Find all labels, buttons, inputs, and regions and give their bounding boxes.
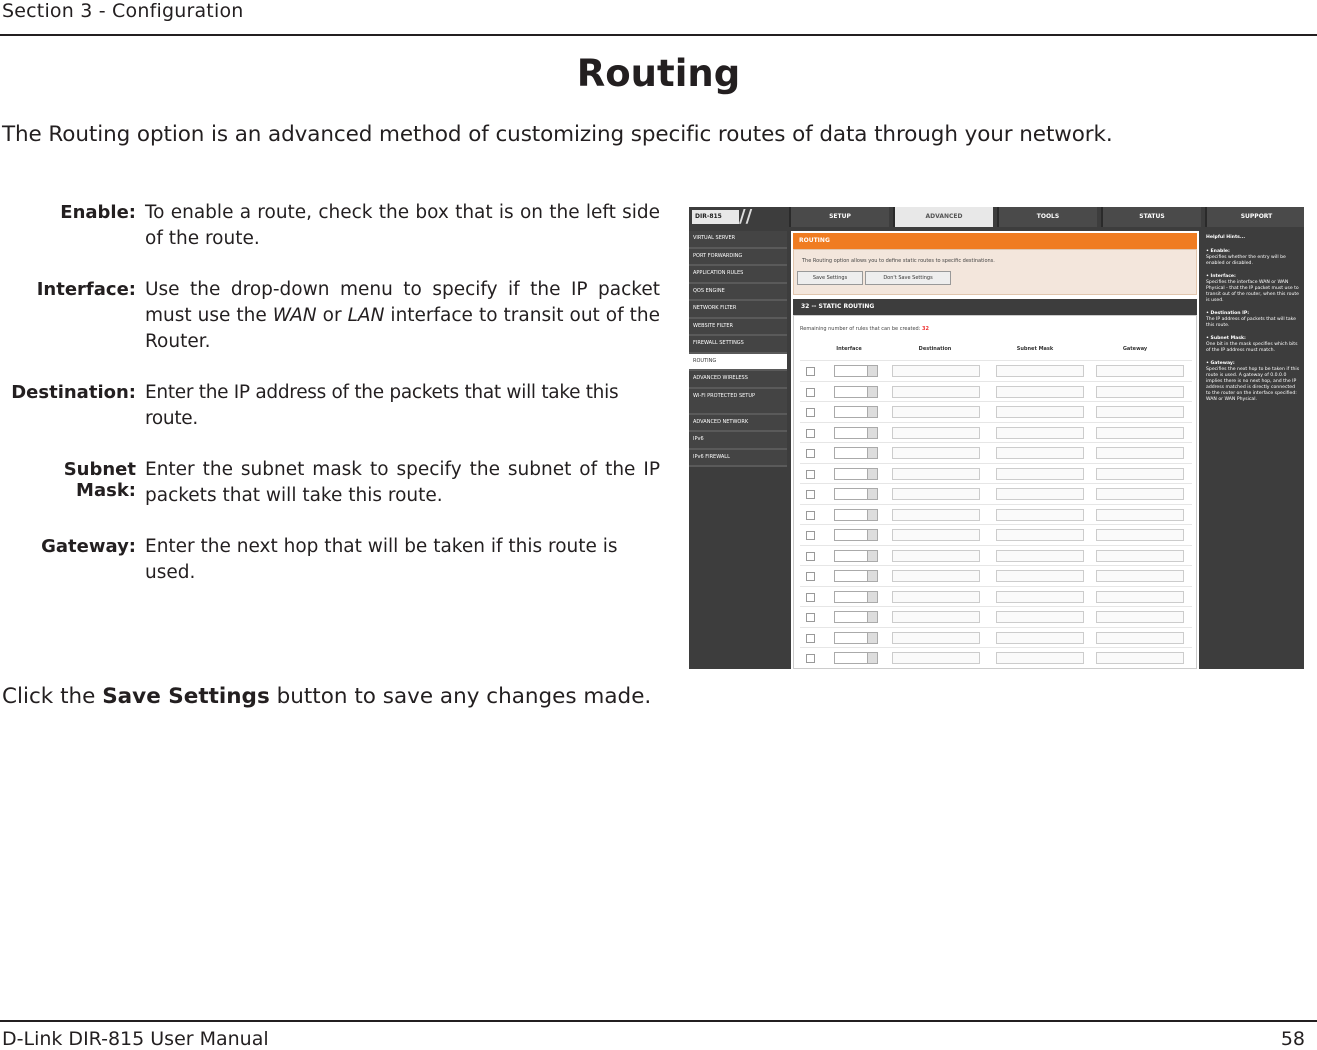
remaining-rules: Remaining number of rules that can be created: 32: [800, 326, 929, 332]
footer-rule: [0, 1020, 1317, 1022]
definition-gateway: [0, 534, 665, 586]
gateway-input[interactable]: [1096, 611, 1184, 623]
page-number: 58: [1280, 1028, 1305, 1050]
gateway-input[interactable]: [1096, 365, 1184, 377]
enable-checkbox[interactable]: [806, 408, 815, 417]
page-title: Routing: [576, 52, 741, 95]
interface-dropdown[interactable]: [834, 468, 878, 480]
term-gateway: Gateway:: [41, 536, 136, 557]
tab-support[interactable]: SUPPORT: [1205, 207, 1304, 227]
sidebar-item[interactable]: APPLICATION RULES: [689, 266, 787, 284]
tab-tools[interactable]: TOOLS: [997, 207, 1097, 227]
intro-text: The Routing option is an advanced method of customizing specific routes of data through your network.: [2, 122, 1113, 147]
routing-screenshot: [689, 207, 1304, 669]
enable-checkbox[interactable]: [806, 552, 815, 561]
enable-checkbox[interactable]: [806, 531, 815, 540]
destination-input[interactable]: [892, 488, 980, 500]
help-desc: The IP address of packets that will take this route.: [1206, 317, 1296, 328]
subnet-mask-input[interactable]: [996, 488, 1084, 500]
col-interface: Interface: [836, 346, 862, 352]
static-routing-header: 32 -- STATIC ROUTING: [793, 299, 1197, 315]
enable-checkbox[interactable]: [806, 613, 815, 622]
help-title: Helpful Hints...: [1206, 235, 1246, 240]
desc-destination: Enter the IP address of the packets that will take this route.: [145, 382, 619, 429]
help-desc: Specifies whether the entry will be enabled or disabled.: [1206, 255, 1286, 266]
interface-dropdown[interactable]: [834, 529, 878, 541]
tab-advanced[interactable]: ADVANCED: [893, 207, 993, 227]
enable-checkbox[interactable]: [806, 367, 815, 376]
enable-checkbox[interactable]: [806, 511, 815, 520]
table-row: [800, 381, 1192, 401]
gateway-input[interactable]: [1096, 652, 1184, 664]
sidebar-item[interactable]: PORT FORWARDING: [689, 249, 787, 267]
interface-dropdown[interactable]: [834, 632, 878, 644]
helpful-hints-panel: [1203, 231, 1304, 669]
sidebar-item[interactable]: WEBSITE FILTER: [689, 319, 787, 337]
gateway-input[interactable]: [1096, 509, 1184, 521]
wan-label: WAN: [272, 305, 317, 326]
destination-input[interactable]: [892, 365, 980, 377]
interface-dropdown[interactable]: [834, 611, 878, 623]
dont-save-settings-button[interactable]: Don't Save Settings: [865, 271, 951, 285]
sidebar-item[interactable]: ADVANCED WIRELESS: [689, 371, 787, 389]
save-settings-button[interactable]: Save Settings: [797, 271, 863, 285]
sidebar-item[interactable]: ADVANCED NETWORK: [689, 415, 787, 433]
gateway-input[interactable]: [1096, 550, 1184, 562]
table-row: [800, 606, 1192, 626]
help-desc: Specifies the interface WAN or WAN Physical - that the IP packet must use to transit out of the router, when this route is used.: [1206, 280, 1300, 303]
sidebar-item[interactable]: QOS ENGINE: [689, 284, 787, 302]
destination-input[interactable]: [892, 591, 980, 603]
enable-checkbox[interactable]: [806, 470, 815, 479]
subnet-mask-input[interactable]: [996, 632, 1084, 644]
destination-input[interactable]: [892, 570, 980, 582]
header-rule: [0, 34, 1317, 36]
subnet-mask-input[interactable]: [996, 468, 1084, 480]
definition-list: [0, 200, 665, 583]
help-desc: Specifies the next hop to be taken if this route is used. A gateway of 0.0.0.0 implies there is no next hop, and the IP address matched is directly connected to the router on the interface specified: WAN or WAN Physical.: [1206, 367, 1300, 402]
destination-input[interactable]: [892, 468, 980, 480]
destination-input[interactable]: [892, 550, 980, 562]
lan-label: LAN: [347, 305, 385, 326]
term-enable: Enable:: [60, 202, 136, 223]
enable-checkbox[interactable]: [806, 593, 815, 602]
definition-destination: [0, 380, 665, 432]
interface-dropdown[interactable]: [834, 488, 878, 500]
sidebar-item[interactable]: VIRTUAL SERVER: [689, 231, 787, 249]
desc-gateway: Enter the next hop that will be taken if this route is used.: [145, 536, 618, 583]
subnet-mask-input[interactable]: [996, 611, 1084, 623]
remaining-count: 32: [922, 326, 929, 332]
table-row: [800, 504, 1192, 524]
destination-input[interactable]: [892, 386, 980, 398]
subnet-mask-input[interactable]: [996, 365, 1084, 377]
tab-status[interactable]: STATUS: [1101, 207, 1201, 227]
term-subnet-mask: Subnet Mask:: [63, 459, 136, 501]
gateway-input[interactable]: [1096, 529, 1184, 541]
interface-dropdown[interactable]: [834, 570, 878, 582]
term-interface: Interface:: [36, 279, 136, 300]
help-term: • Interface:: [1206, 274, 1236, 279]
subnet-mask-input[interactable]: [996, 529, 1084, 541]
destination-input[interactable]: [892, 632, 980, 644]
table-row: [800, 422, 1192, 442]
destination-input[interactable]: [892, 427, 980, 439]
definition-interface: [0, 277, 665, 355]
table-row: [800, 524, 1192, 544]
destination-input[interactable]: [892, 406, 980, 418]
table-row: [800, 586, 1192, 606]
desc-subnet-mask: Enter the subnet mask to specify the subnet of the IP packets that will take this route.: [145, 459, 660, 506]
interface-dropdown[interactable]: [834, 386, 878, 398]
table-row: [800, 627, 1192, 647]
sidebar-item[interactable]: FIREWALL SETTINGS: [689, 336, 787, 354]
interface-dropdown[interactable]: [834, 550, 878, 562]
save-note: Click the Save Settings button to save any changes made.: [2, 684, 652, 709]
enable-checkbox[interactable]: [806, 654, 815, 663]
subnet-mask-input[interactable]: [996, 591, 1084, 603]
enable-checkbox[interactable]: [806, 388, 815, 397]
screenshot-sidebar: [689, 231, 787, 669]
gateway-input[interactable]: [1096, 386, 1184, 398]
table-row: [800, 401, 1192, 421]
interface-dropdown[interactable]: [834, 652, 878, 664]
table-row: [800, 565, 1192, 585]
sidebar-item[interactable]: IPv6 FIREWALL: [689, 450, 787, 468]
destination-input[interactable]: [892, 611, 980, 623]
destination-input[interactable]: [892, 529, 980, 541]
enable-checkbox[interactable]: [806, 572, 815, 581]
table-row: [800, 463, 1192, 483]
routing-description: The Routing option allows you to define static routes to specific destinations.: [802, 258, 995, 264]
enable-checkbox[interactable]: [806, 449, 815, 458]
interface-dropdown[interactable]: [834, 406, 878, 418]
sidebar-item[interactable]: NETWORK FILTER: [689, 301, 787, 319]
subnet-mask-input[interactable]: [996, 406, 1084, 418]
gateway-input[interactable]: [1096, 591, 1184, 603]
gateway-input[interactable]: [1096, 488, 1184, 500]
gateway-input[interactable]: [1096, 468, 1184, 480]
footer-manual-title: D-Link DIR-815 User Manual: [2, 1028, 269, 1050]
subnet-mask-input[interactable]: [996, 386, 1084, 398]
table-row: [800, 483, 1192, 503]
gateway-input[interactable]: [1096, 632, 1184, 644]
desc-enable: To enable a route, check the box that is on the left side of the route.: [145, 202, 660, 249]
help-term: • Destination IP:: [1206, 311, 1250, 316]
destination-input[interactable]: [892, 509, 980, 521]
table-row: [800, 360, 1192, 380]
sidebar-item[interactable]: WI-FI PROTECTED SETUP: [689, 389, 787, 415]
term-destination: Destination:: [11, 382, 136, 403]
destination-input[interactable]: [892, 652, 980, 664]
interface-dropdown[interactable]: [834, 365, 878, 377]
subnet-mask-input[interactable]: [996, 570, 1084, 582]
interface-dropdown[interactable]: [834, 427, 878, 439]
table-row: [800, 545, 1192, 565]
enable-checkbox[interactable]: [806, 634, 815, 643]
col-destination: Destination: [918, 346, 952, 352]
subnet-mask-input[interactable]: [996, 550, 1084, 562]
section-header: Section 3 - Configuration: [2, 0, 244, 22]
tab-setup[interactable]: SETUP: [789, 207, 889, 227]
screenshot-main: [791, 231, 1199, 669]
sidebar-item-routing[interactable]: ROUTING: [689, 354, 787, 372]
screenshot-topbar: [689, 207, 1304, 229]
dlink-logo: DIR-815: [692, 210, 739, 224]
definition-subnet-mask: [0, 457, 665, 509]
table-row: [800, 647, 1192, 667]
sidebar-item[interactable]: IPv6: [689, 432, 787, 450]
logo-slash-icon: //: [739, 207, 753, 227]
subnet-mask-input[interactable]: [996, 652, 1084, 664]
definition-enable: [0, 200, 665, 252]
subnet-mask-input[interactable]: [996, 427, 1084, 439]
help-term: • Gateway:: [1206, 361, 1235, 366]
enable-checkbox[interactable]: [806, 490, 815, 499]
save-settings-label: Save Settings: [102, 684, 270, 709]
gateway-input[interactable]: [1096, 427, 1184, 439]
table-row: [800, 442, 1192, 462]
help-desc: One bit in the mask specifies which bits of the IP address must match.: [1206, 342, 1298, 353]
col-gateway: Gateway: [1122, 346, 1148, 352]
static-routing-table: [793, 315, 1197, 669]
enable-checkbox[interactable]: [806, 429, 815, 438]
col-subnet-mask: Subnet Mask: [1016, 346, 1054, 352]
gateway-input[interactable]: [1096, 447, 1184, 459]
destination-input[interactable]: [892, 447, 980, 459]
gateway-input[interactable]: [1096, 406, 1184, 418]
help-term: • Enable:: [1206, 249, 1230, 254]
help-term: • Subnet Mask:: [1206, 336, 1246, 341]
subnet-mask-input[interactable]: [996, 509, 1084, 521]
interface-dropdown[interactable]: [834, 509, 878, 521]
gateway-input[interactable]: [1096, 570, 1184, 582]
interface-dropdown[interactable]: [834, 591, 878, 603]
subnet-mask-input[interactable]: [996, 447, 1084, 459]
routing-banner: ROUTING: [793, 233, 1197, 249]
desc-interface: Use the drop-down menu to specify if the IP packet must use the WAN or LAN interface to transit out of the Router.: [145, 279, 661, 352]
interface-dropdown[interactable]: [834, 447, 878, 459]
